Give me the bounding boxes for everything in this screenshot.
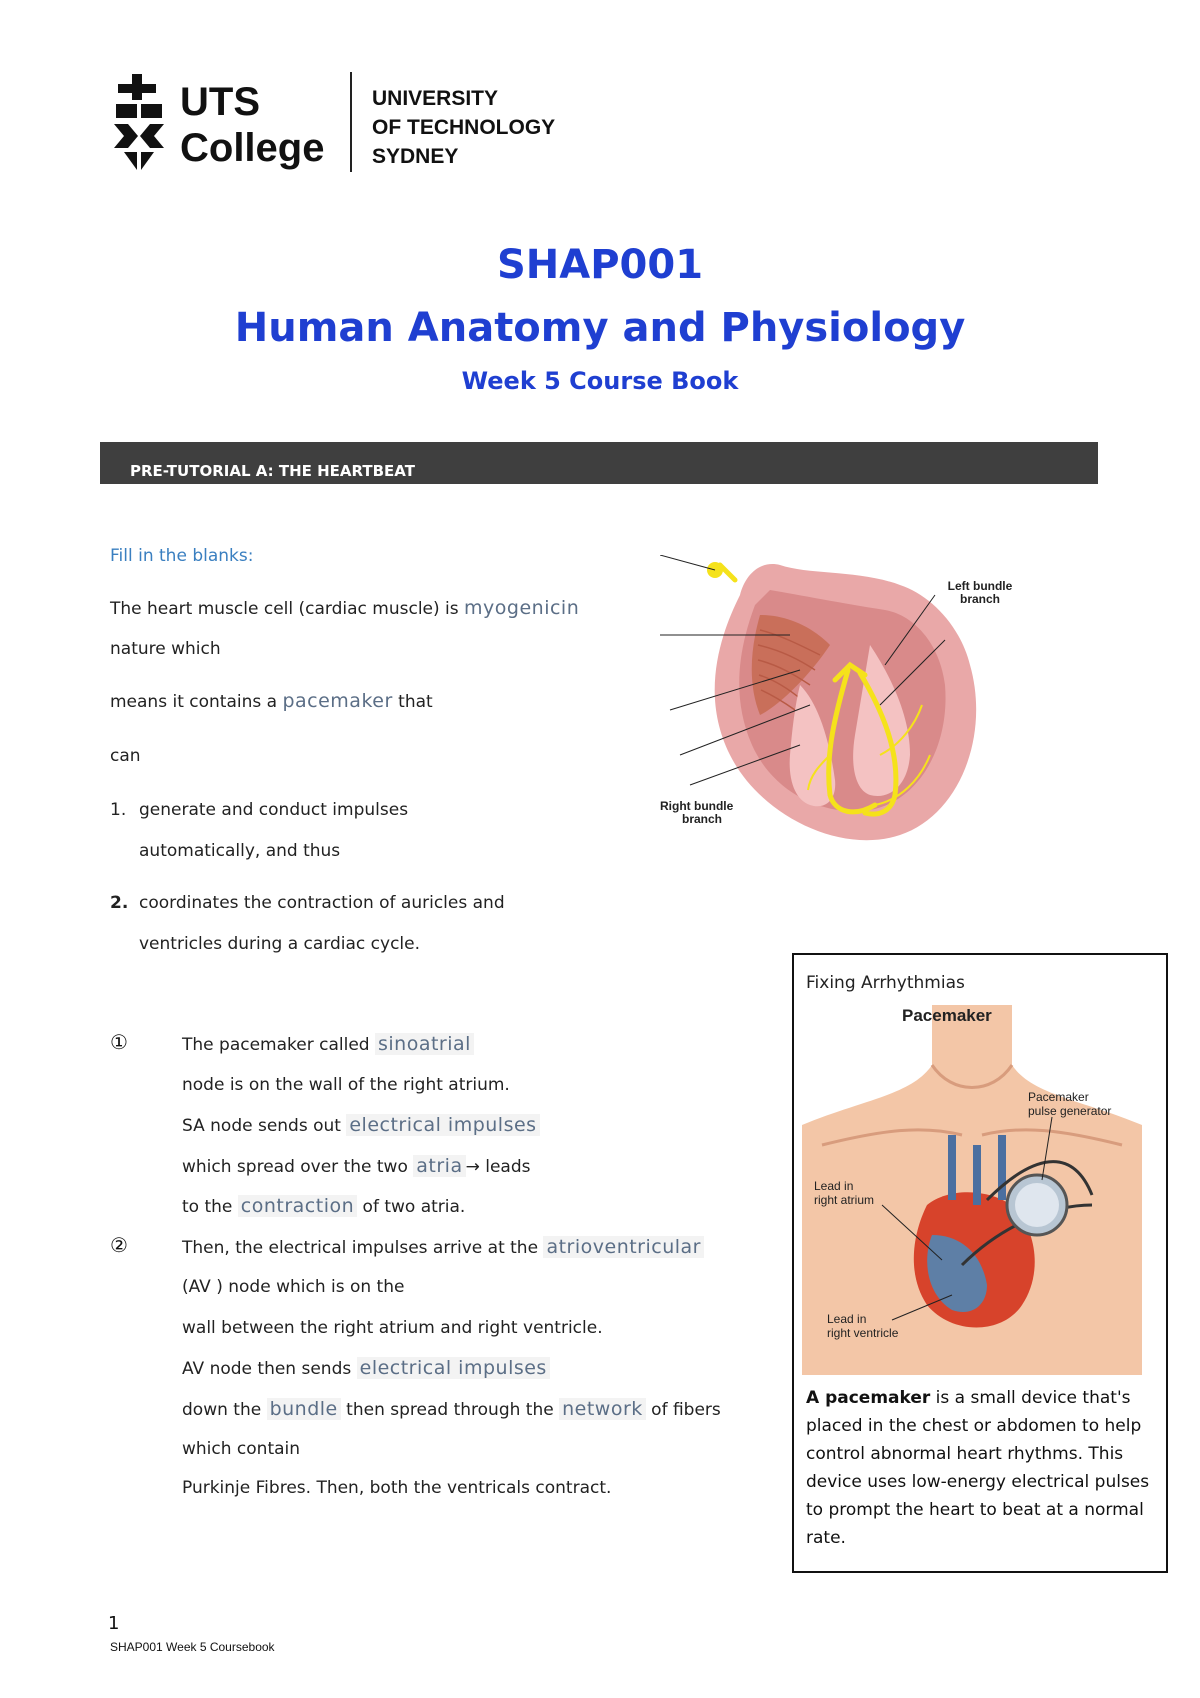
intro-text: means it contains a [110,692,283,712]
av-text: of fibers [645,1400,721,1420]
sa-line-4 [182,1155,531,1178]
marker-circled-1: ① [110,1030,128,1054]
blank-answer-atria: atria [413,1155,465,1177]
sa-text: → leads [465,1157,531,1177]
logo-divider [350,72,352,172]
pacemaker-figure [802,1005,1142,1375]
blank-answer-network: network [559,1398,646,1420]
av-text: down the [182,1400,267,1420]
label-right-bundle-2: branch [682,812,723,826]
fig-label-generator-2: pulse generator [1028,1104,1112,1118]
course-subtitle: Week 5 Course Book [461,367,739,395]
label-left-bundle-2: branch [959,592,1001,606]
course-title: Human Anatomy and Physiology [234,305,966,351]
logo-uts-text: UTS [180,80,260,124]
section-banner-title: PRE-TUTORIAL A: THE HEARTBEAT [130,462,415,480]
fig-title-pacemaker: Pacemaker [902,1006,992,1025]
av-line-6: which contain [182,1439,301,1459]
blank-answer-electrical-impulses-2: electrical impulses [357,1357,550,1379]
sa-line-2: node is on the wall of the right atrium. [182,1075,510,1095]
sa-text: which spread over the two [182,1157,414,1177]
av-line-4 [182,1357,550,1380]
label-right-bundle-1: Right bundle [660,799,734,813]
av-line-7: Purkinje Fibres. Then, both the ventricals contract. [182,1478,612,1498]
intro-line-4: can [110,746,141,766]
page-number: 1 [108,1613,120,1634]
fill-blanks-heading: Fill in the blanks: [110,546,254,566]
sa-text: The pacemaker called [182,1035,375,1055]
logo-college-text: College [180,126,325,170]
sa-line-1 [182,1033,474,1056]
intro-line-3 [110,690,433,713]
pacemaker-description-bold: A pacemaker [806,1388,931,1408]
pacemaker-description [806,1384,1166,1552]
intro-line-1 [110,597,579,620]
sa-text: of two atria. [357,1197,466,1217]
marker-circled-2: ② [110,1233,128,1257]
blank-answer-electrical-impulses: electrical impulses [346,1114,539,1136]
fig-label-lead-ventricle-2: right ventricle [827,1326,899,1340]
blank-answer-atrioventricular: atrioventricular [543,1236,704,1258]
list-item-2a: coordinates the contraction of auricles and [139,893,505,913]
label-left-bundle-1: Left bundle [947,579,1013,593]
box-title: Fixing Arrhythmias [806,973,965,993]
list-number-1: 1. [110,800,127,820]
sa-text: to the [182,1197,238,1217]
av-line-3: wall between the right atrium and right ventricle. [182,1318,603,1338]
av-line-1 [182,1236,704,1259]
heart-conduction-figure [660,555,1025,865]
logo-university-name [372,84,555,171]
pacemaker-description-text: is a small device that's placed in the chest or abdomen to help control abnormal heart rhythms. This device uses low-energy electrical pulses to prompt the heart to beat at a normal rate. [806,1388,1150,1548]
logo-uni-line-1: UNIVERSITY [372,87,499,110]
list-item-1a: generate and conduct impulses [139,800,409,820]
av-line-5 [182,1398,721,1421]
sa-line-5 [182,1195,465,1218]
logo-uni-line-2: OF TECHNOLOGY [372,116,556,139]
fig-label-lead-ventricle-1: Lead in [827,1312,867,1326]
logo-uni-line-3: SYDNEY [372,145,459,168]
intro-text: The heart muscle cell (cardiac muscle) is [110,599,465,619]
blank-answer-contraction: contraction [238,1195,357,1217]
sa-line-3 [182,1114,540,1137]
sa-text: SA node sends out [182,1116,347,1136]
av-text: then spread through the [340,1400,560,1420]
footer-text: SHAP001 Week 5 Coursebook [110,1640,275,1654]
list-item-2b: ventricles during a cardiac cycle. [139,934,421,954]
uts-logo-mark [110,74,168,170]
av-line-2: (AV ) node which is on the [182,1277,405,1297]
course-code: SHAP001 [496,242,704,288]
av-text: Then, the electrical impulses arrive at the [182,1238,544,1258]
blank-answer-myogenic: myogenicin [464,597,580,619]
fig-label-lead-atrium-2: right atrium [814,1193,875,1207]
intro-text: that [392,692,433,712]
fig-label-generator-1: Pacemaker [1028,1090,1089,1104]
list-number-2: 2. [110,893,129,913]
list-item-1b: automatically, and thus [139,841,341,861]
av-text: AV node then sends [182,1359,357,1379]
intro-line-2: nature which [110,639,221,659]
blank-answer-bundle: bundle [267,1398,341,1420]
fig-label-lead-atrium-1: Lead in [814,1179,854,1193]
blank-answer-pacemaker: pacemaker [282,690,393,712]
blank-answer-sinoatrial: sinoatrial [375,1033,474,1055]
